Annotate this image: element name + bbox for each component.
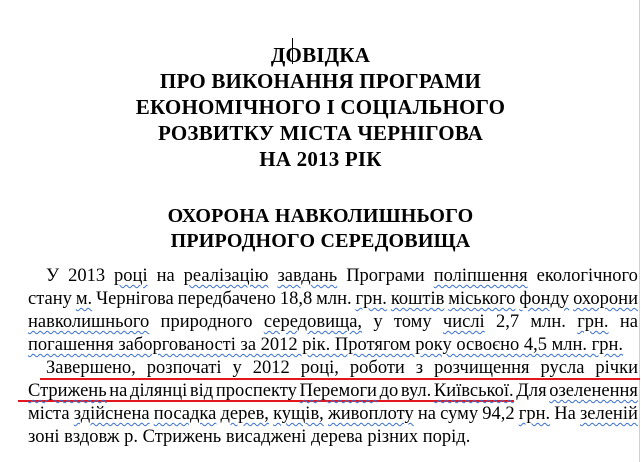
- word: Перемоги: [299, 381, 377, 401]
- word: у: [373, 312, 383, 332]
- section-title: [0, 204, 641, 254]
- word: ділянці: [130, 381, 188, 401]
- word: розчищення: [434, 358, 530, 378]
- word: 2012: [252, 358, 290, 378]
- word: стану: [28, 289, 72, 309]
- word: міського: [448, 289, 516, 309]
- word: річки: [595, 358, 638, 378]
- word: році: [114, 266, 148, 286]
- word: на: [109, 381, 128, 401]
- word: русла: [540, 358, 585, 378]
- word: грн.: [577, 312, 609, 332]
- word: Стрижень: [28, 381, 107, 401]
- word: живоплоту: [327, 404, 414, 424]
- paragraph-line: погашення заборгованості за 2012 рік. Протягом року освоєно 4,5 млн. грн.: [28, 335, 624, 355]
- word: Програми: [346, 266, 425, 286]
- word: Завершено,: [46, 358, 136, 378]
- paragraph-line: [28, 380, 638, 403]
- word: 2,7: [496, 312, 520, 332]
- section-title-line: ОХОРОНА НАВКОЛИШНЬОГО: [167, 205, 474, 227]
- word: вул.: [400, 381, 432, 401]
- word: з: [415, 358, 424, 378]
- word: середовища,: [263, 312, 363, 332]
- word: завдань: [277, 266, 338, 286]
- word: озеленення: [549, 381, 638, 401]
- word: міста: [28, 404, 70, 424]
- word: грн.: [518, 404, 551, 424]
- word: кущів,: [273, 404, 324, 424]
- word: коштів: [390, 289, 445, 309]
- paragraph-line: зоні вздовж р. Стрижень висаджені дерева різних порід.: [28, 427, 471, 447]
- word: у: [232, 358, 242, 378]
- word: здійснена: [73, 404, 150, 424]
- title-line: ЕКОНОМІЧНОГО І СОЦІАЛЬНОГО: [135, 95, 506, 119]
- title-line: ПРО ВИКОНАННЯ ПРОГРАМИ: [159, 69, 482, 93]
- paragraph-line: [28, 403, 638, 426]
- paragraph-line: [46, 265, 638, 288]
- word: На: [554, 404, 576, 424]
- word: природного: [160, 312, 253, 332]
- paragraph-line: [28, 288, 638, 311]
- word: 94,2: [482, 404, 515, 424]
- word: на: [417, 404, 436, 424]
- word: грн.: [355, 289, 387, 309]
- word: Чернігова: [96, 289, 174, 309]
- word: числі: [442, 312, 485, 332]
- word: млн.: [530, 312, 566, 332]
- word: У: [46, 266, 60, 286]
- title-line: ДОВІДКА: [270, 43, 371, 67]
- paragraph-1: [0, 265, 641, 357]
- word: дерев,: [220, 404, 269, 424]
- title-line: НА 2013 РІК: [259, 147, 382, 171]
- title-line: РОЗВИТКУ МІСТА ЧЕРНІГОВА: [157, 121, 484, 145]
- word: 18,8: [279, 289, 313, 309]
- word: передбачено: [177, 289, 276, 309]
- word: розпочаті: [146, 358, 222, 378]
- word: тому: [393, 312, 432, 332]
- word: охорони: [573, 289, 638, 309]
- word: посадка: [153, 404, 217, 424]
- word: роботи: [349, 358, 405, 378]
- word: поліпшення: [433, 266, 528, 286]
- word: Київської.: [433, 381, 514, 401]
- word: фонду: [519, 289, 570, 309]
- word: від: [189, 381, 214, 401]
- word: м.: [75, 289, 93, 309]
- word: проспекту: [215, 381, 297, 401]
- word: 2013: [68, 266, 106, 286]
- word: навколишнього: [28, 312, 150, 332]
- section-title-line: ПРИРОДНОГО СЕРЕДОВИЩА: [170, 230, 471, 252]
- word: на: [156, 266, 175, 286]
- word: суму: [440, 404, 479, 424]
- word: році,: [300, 358, 339, 378]
- word: Для: [516, 381, 547, 401]
- word: до: [379, 381, 399, 401]
- paragraph-line: [28, 311, 638, 334]
- word: на: [619, 312, 638, 332]
- word: реалізацію: [183, 266, 269, 286]
- word: млн.: [316, 289, 352, 309]
- paragraph-2: [0, 357, 641, 449]
- word: зеленій: [579, 404, 638, 424]
- document-title: [0, 42, 641, 172]
- paragraph-line: [46, 357, 638, 380]
- word: екологічного: [536, 266, 638, 286]
